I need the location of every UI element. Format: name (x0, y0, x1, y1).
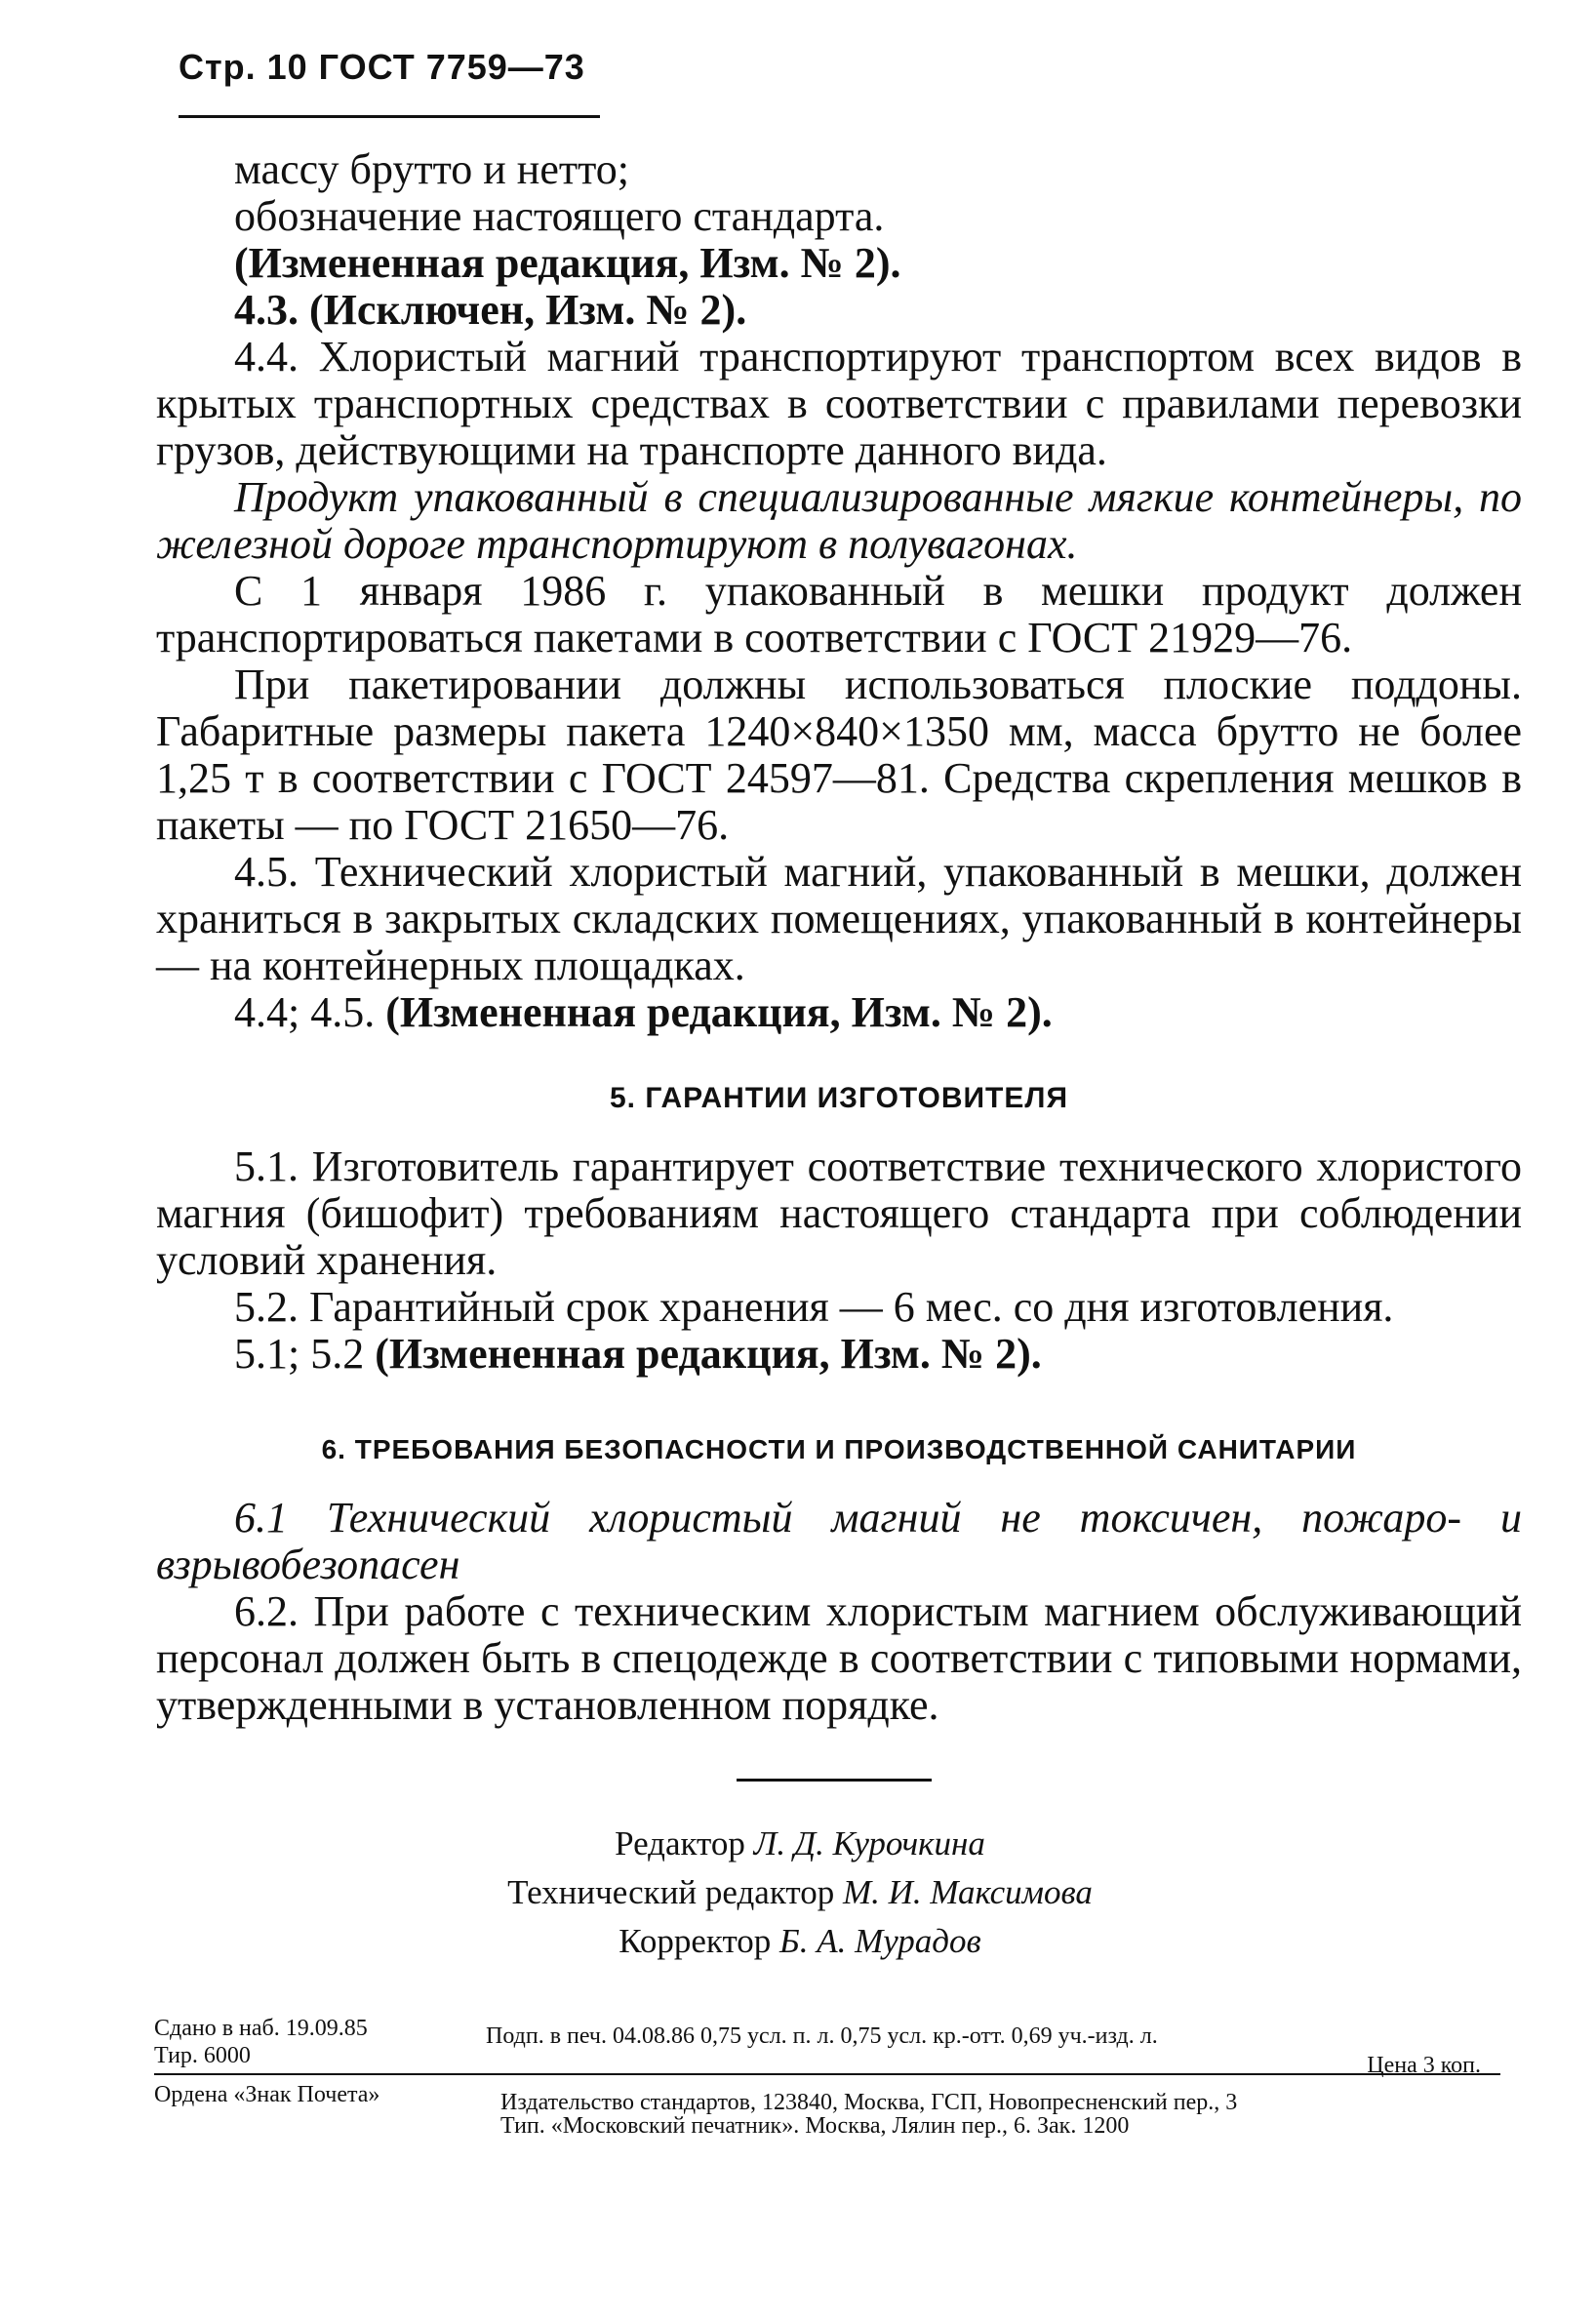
paragraph-containers-text: Продукт упакованный в специализированные мягкие контейнеры, по железной дороге транспортируют в полувагонах. (156, 473, 1522, 568)
header-rule (179, 115, 600, 118)
amendment-ref: 4.4; 4.5. (234, 988, 386, 1036)
editor-line (351, 1820, 1249, 1868)
imprint-printer: Тип. «Московский печатник». Москва, Лялин пер., 6. Зак. 1200 (500, 2113, 1130, 2139)
editor-role: Редактор (615, 1824, 745, 1862)
imprint-run: Тир. 6000 (154, 2043, 251, 2068)
document-body (156, 146, 1522, 1729)
amendment-text: (Измененная редакция, Изм. № 2). (375, 1330, 1042, 1378)
text-line-standard-designation: обозначение настоящего стандарта. (234, 192, 885, 240)
clause-4-3: 4.3. (Исключен, Изм. № 2). (234, 286, 747, 334)
imprint-order: Ордена «Знак Почета» (154, 2082, 380, 2107)
section-5-title: 5. ГАРАНТИИ ИЗГОТОВИТЕЛЯ (609, 1082, 1068, 1114)
amendment-note: (Измененная редакция, Изм. № 2). (234, 239, 901, 287)
tech-editor-name: М. И. Максимова (842, 1873, 1093, 1911)
clause-4-4: 4.4. Хлористый магний транспортируют транспортом всех видов в крытых транспортных средствах в соответствии с правилами перевозки грузов, действующими на транспорте данного вида. (156, 333, 1522, 474)
imprint-block (154, 2015, 1500, 2139)
corrector-role: Корректор (618, 1922, 772, 1960)
page-header: Стр. 10 ГОСТ 7759—73 (179, 47, 585, 87)
corrector-line (351, 1917, 1249, 1966)
editors-divider (737, 1779, 932, 1782)
corrector-name: Б. А. Мурадов (779, 1922, 981, 1960)
amendment-note-4 (156, 989, 1522, 1036)
imprint-rule (154, 2073, 1500, 2075)
clause-5-2: 5.2. Гарантийный срок хранения — 6 мес. со дня изготовления. (234, 1283, 1394, 1331)
imprint-signed: Подп. в печ. 04.08.86 0,75 усл. п. л. 0,75 усл. кр.-отт. 0,69 уч.-изд. л. (486, 2023, 1158, 2049)
editors-block (351, 1820, 1249, 1966)
section-6-title: 6. ТРЕБОВАНИЯ БЕЗОПАСНОСТИ И ПРОИЗВОДСТВЕННОЙ САНИТАРИИ (321, 1434, 1357, 1464)
clause-5-1: 5.1. Изготовитель гарантирует соответствие технического хлористого магния (бишофит) требованиям настоящего стандарта при соблюдении условий хранения. (156, 1142, 1522, 1284)
tech-editor-role: Технический редактор (507, 1873, 835, 1911)
clause-6-1 (156, 1495, 1522, 1588)
text-line-gross-net: массу брутто и нетто; (234, 145, 629, 193)
imprint-sent: Сдано в наб. 19.09.85 (154, 2016, 368, 2041)
paragraph-containers (156, 474, 1522, 568)
editor-name: Л. Д. Курочкина (753, 1824, 985, 1862)
clause-6-2: 6.2. При работе с техническим хлористым магнием обслуживающий персонал должен быть в спецодежде в соответствии с типовыми нормами, утвержденными в установленном порядке. (156, 1587, 1522, 1729)
amendment-ref: 5.1; 5.2 (234, 1330, 376, 1378)
paragraph-packaging: При пакетировании должны использоваться плоские поддоны. Габаритные размеры пакета 1240×840×1350 мм, масса брутто не более 1,25 т в соответствии с ГОСТ 24597—81. Средства скрепления мешков в пакеты — по ГОСТ 21650—76. (156, 661, 1522, 849)
imprint-publisher: Издательство стандартов, 123840, Москва, ГСП, Новопресненский пер., 3 (500, 2090, 1238, 2115)
paragraph-from-1986: С 1 января 1986 г. упакованный в мешки продукт должен транспортироваться пакетами в соответствии с ГОСТ 21929—76. (156, 567, 1522, 661)
imprint-price: Цена 3 коп. (1367, 2053, 1481, 2078)
amendment-text: (Измененная редакция, Изм. № 2). (385, 988, 1053, 1036)
clause-6-1-text: 6.1 Технический хлористый магний не токсичен, пожаро- и взрывобезопасен (156, 1494, 1522, 1588)
clause-4-5: 4.5. Технический хлористый магний, упакованный в мешки, должен храниться в закрытых складских помещениях, упакованный в контейнеры — на контейнерных площадках. (156, 848, 1522, 989)
tech-editor-line (351, 1868, 1249, 1917)
amendment-note-5 (156, 1331, 1522, 1378)
